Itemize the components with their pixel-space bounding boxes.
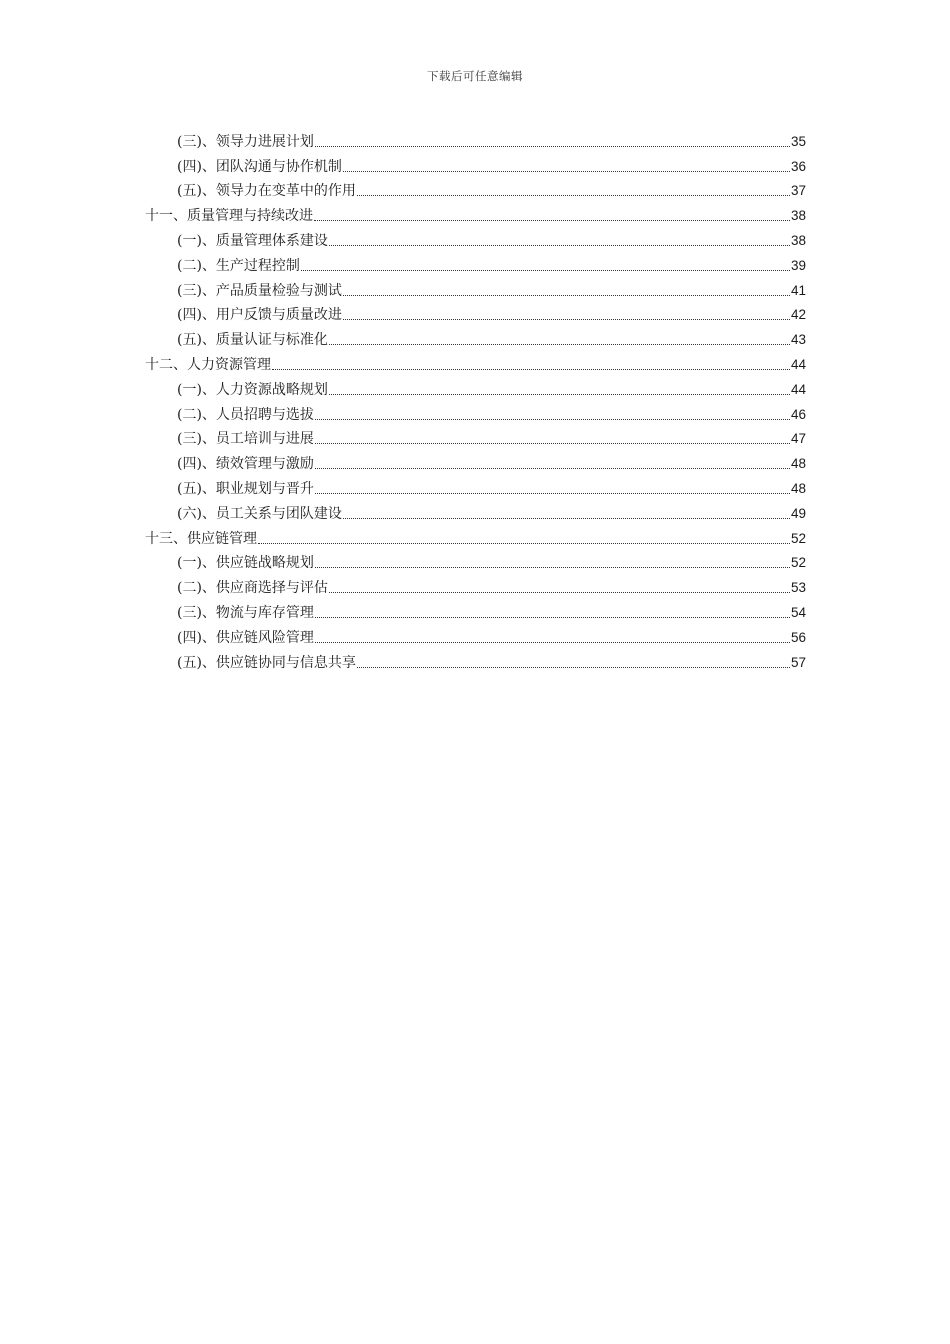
toc-dot-leader (272, 369, 790, 370)
toc-dot-leader (343, 518, 790, 519)
toc-entry-title: (五)、职业规划与晋升 (177, 480, 314, 497)
toc-chapter-entry[interactable] (145, 523, 806, 548)
toc-entry-title: (四)、团队沟通与协作机制 (177, 158, 342, 175)
toc-entry-title: (三)、产品质量检验与测试 (177, 282, 342, 299)
toc-section-entry[interactable] (145, 448, 806, 473)
toc-section-entry[interactable] (145, 151, 806, 176)
toc-entry-title: (二)、供应商选择与评估 (177, 580, 328, 597)
toc-section-entry[interactable] (145, 225, 806, 250)
toc-section-entry[interactable] (145, 275, 806, 300)
toc-dot-leader (329, 394, 790, 395)
toc-dot-leader (258, 543, 790, 544)
page-header: 下载后可任意编辑 (427, 69, 523, 83)
toc-page-number: 44 (790, 356, 806, 372)
toc-chapter-entry[interactable] (145, 200, 806, 225)
toc-section-entry[interactable] (145, 250, 806, 275)
toc-page-number: 48 (790, 480, 806, 496)
toc-entry-title: 十一、质量管理与持续改进 (145, 208, 313, 225)
toc-entry-title: (三)、领导力进展计划 (177, 133, 314, 150)
toc-section-entry[interactable] (145, 324, 806, 349)
toc-dot-leader (343, 171, 790, 172)
toc-entry-title: (五)、供应链协同与信息共享 (177, 654, 356, 671)
toc-page-number: 47 (790, 431, 806, 447)
toc-page-number: 57 (790, 654, 806, 670)
toc-section-entry[interactable] (145, 548, 806, 573)
toc-page-number: 56 (790, 629, 806, 645)
toc-entry-title: (四)、绩效管理与激励 (177, 456, 314, 473)
toc-section-entry[interactable] (145, 374, 806, 399)
toc-entry-title: (四)、供应链风险管理 (177, 629, 314, 646)
toc-page-number: 39 (790, 257, 806, 273)
toc-dot-leader (315, 419, 790, 420)
toc-page-number: 38 (790, 208, 806, 224)
toc-dot-leader (329, 245, 790, 246)
toc-dot-leader (357, 195, 790, 196)
toc-entry-title: 十三、供应链管理 (145, 530, 257, 547)
toc-page-number: 37 (790, 183, 806, 199)
toc-page-number: 49 (790, 505, 806, 521)
toc-page-number: 48 (790, 456, 806, 472)
toc-entry-title: (五)、领导力在变革中的作用 (177, 183, 356, 200)
toc-dot-leader (357, 667, 790, 668)
toc-page-number: 38 (790, 232, 806, 248)
toc-dot-leader (315, 443, 790, 444)
toc-section-entry[interactable] (145, 399, 806, 424)
toc-dot-leader (329, 592, 790, 593)
toc-dot-leader (315, 468, 790, 469)
toc-page-number: 41 (790, 282, 806, 298)
toc-section-entry[interactable] (145, 498, 806, 523)
toc-entry-title: (五)、质量认证与标准化 (177, 332, 328, 349)
toc-entry-title: 十二、人力资源管理 (145, 356, 271, 373)
toc-entry-title: (六)、员工关系与团队建设 (177, 505, 342, 522)
toc-dot-leader (315, 617, 790, 618)
toc-section-entry[interactable] (145, 622, 806, 647)
toc-entry-title: (一)、供应链战略规划 (177, 555, 314, 572)
toc-page-number: 35 (790, 133, 806, 149)
toc-dot-leader (315, 642, 790, 643)
toc-dot-leader (315, 146, 790, 147)
toc-page-number: 36 (790, 158, 806, 174)
toc-entry-title: (一)、质量管理体系建设 (177, 232, 328, 249)
toc-dot-leader (314, 220, 790, 221)
toc-entry-title: (二)、人员招聘与选拔 (177, 406, 314, 423)
toc-page-number: 44 (790, 381, 806, 397)
toc-dot-leader (343, 319, 790, 320)
toc-section-entry[interactable] (145, 647, 806, 672)
toc-dot-leader (315, 567, 790, 568)
toc-page-number: 43 (790, 332, 806, 348)
toc-dot-leader (329, 344, 790, 345)
toc-page-number: 46 (790, 406, 806, 422)
toc-section-entry[interactable] (145, 597, 806, 622)
toc-dot-leader (301, 270, 790, 271)
toc-dot-leader (315, 493, 790, 494)
toc-section-entry[interactable] (145, 473, 806, 498)
toc-page-number: 52 (790, 555, 806, 571)
toc-page-number: 53 (790, 580, 806, 596)
toc-section-entry[interactable] (145, 176, 806, 201)
toc-section-entry[interactable] (145, 300, 806, 325)
toc-page-number: 54 (790, 604, 806, 620)
toc-section-entry[interactable] (145, 572, 806, 597)
toc-page-number: 42 (790, 307, 806, 323)
toc-entry-title: (一)、人力资源战略规划 (177, 381, 328, 398)
toc-dot-leader (343, 295, 790, 296)
toc-chapter-entry[interactable] (145, 349, 806, 374)
toc-section-entry[interactable] (145, 126, 806, 151)
toc-entry-title: (四)、用户反馈与质量改进 (177, 307, 342, 324)
toc-page-number: 52 (790, 530, 806, 546)
toc-entry-title: (二)、生产过程控制 (177, 257, 300, 274)
toc-entry-title: (三)、员工培训与进展 (177, 431, 314, 448)
table-of-contents (145, 126, 806, 672)
toc-entry-title: (三)、物流与库存管理 (177, 604, 314, 621)
toc-section-entry[interactable] (145, 424, 806, 449)
